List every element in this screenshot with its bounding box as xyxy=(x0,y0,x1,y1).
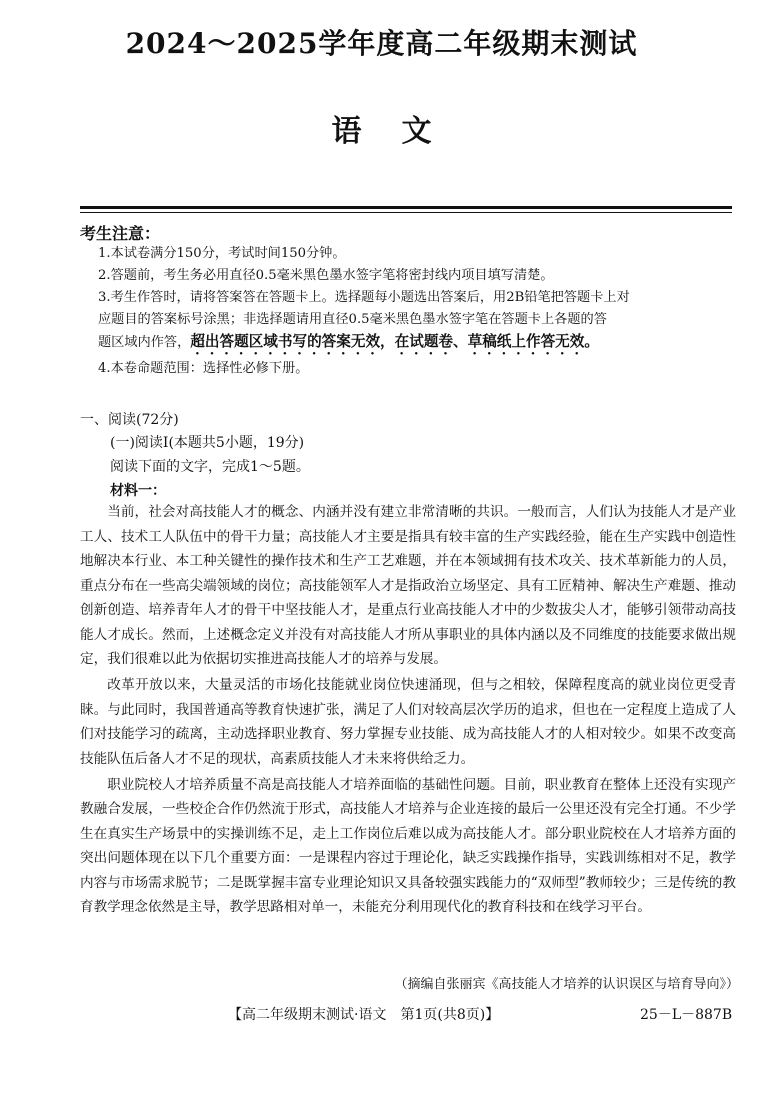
footer-page-info: 【高二年级期末测试·语文 第1页(共8页)】 xyxy=(228,1007,500,1023)
subject-title: 语文 xyxy=(331,114,472,149)
exam-title: 2024～2025学年度高二年级期末测试 xyxy=(125,27,638,60)
notice-item: 2.答题前，考生务必用直径0.5毫米黑色墨水签字笔将密封线内项目填写清楚。 xyxy=(98,268,554,283)
notice-item-continued xyxy=(98,331,738,358)
notice-emphasis: 超出答题区域书写的答案无效，在试题卷、草稿纸上作答无效。 xyxy=(190,333,599,350)
reading-passage xyxy=(80,500,736,921)
section-heading: 一、阅读(72分) xyxy=(80,412,179,428)
paragraph: 改革开放以来，大量灵活的市场化技能就业岗位快速涌现，但与之相较，保障程度高的就业岗位更受青睐。与此同时，我国普通高等教育快速扩张，满足了人们对较高层次学历的追求，但也在一定程度上造成了人们对技能学习的疏离，主动选择职业教育、努力掌握专业技能、成为高技能人才的人相对较少。如果不改变高技能队伍后备人才不足的现状，高素质技能人才未来将供给乏力。 xyxy=(80,677,736,767)
notice-item: 4.本卷命题范围：选择性必修下册。 xyxy=(98,361,309,376)
notice-heading: 考生注意： xyxy=(80,224,161,243)
paragraph: 当前，社会对高技能人才的概念、内涵并没有建立非常清晰的共识。一般而言，人们认为技能人才是产业工人、技术工人队伍中的骨干力量；高技能人才主要是指具有较丰富的生产实践经验，能在生产实践中创造性地解决本行业、本工种关键性的操作技术和生产工艺难题，并在本领域拥有技术攻关、技术革新能力的人员，重点分布在一些高尖端领域的岗位；高技能领军人才是指政治立场坚定、具有工匠精神、解决生产难题、推动创新创造、培养青年人才的骨干中坚技能人才，是重点行业高技能人才中的少数拔尖人才，能够引领带动高技能人才成长。然而，上述概念定义并没有对高技能人才所从事职业的具体内涵以及不同维度的技能要求做出规定，我们很难以此为依据切实推进高技能人才的培养与发展。 xyxy=(80,504,736,667)
divider-thin xyxy=(80,212,732,213)
paragraph: 职业院校人才培养质量不高是高技能人才培养面临的基础性问题。目前，职业教育在整体上还没有实现产教融合发展，一些校企合作仍然流于形式，高技能人才培养与企业连接的最后一公里还没有完全打通。不少学生在真实生产场景中的实操训练不足，走上工作岗位后难以成为高技能人才。部分职业院校在人才培养方面的突出问题体现在以下几个重要方面：一是课程内容过于理论化，缺乏实践操作指导，实践训练相对不足，教学内容与市场需求脱节；二是既掌握丰富专业理论知识又具备较强实践能力的“双师型”教师较少；三是传统的教育教学理念依然是主导，教学思路相对单一，未能充分利用现代化的教育科技和在线学习平台。 xyxy=(80,776,736,915)
notice-text: 题区域内作答， xyxy=(98,335,191,350)
notice-item: 3.考生作答时，请将答案答在答题卡上。选择题每小题选出答案后，用2B铅笔把答题卡上对 xyxy=(98,290,630,305)
material-label: 材料一： xyxy=(110,483,166,499)
notice-item-continued: 应题目的答案标号涂黑；非选择题请用直径0.5毫米黑色墨水签字笔在答题卡上各题的答 xyxy=(98,312,607,327)
instruction-text: 阅读下面的文字，完成1～5题。 xyxy=(110,459,310,475)
source-citation: （摘编自张丽宾《高技能人才培养的认识误区与培育导向》） xyxy=(394,977,739,992)
footer-code: 25－L－887B xyxy=(640,1007,733,1023)
notice-item: 1.本试卷满分150分，考试时间150分钟。 xyxy=(98,246,346,261)
notice-list xyxy=(98,243,738,380)
subsection-heading: (一)阅读Ⅰ(本题共5小题，19分) xyxy=(110,435,305,451)
divider-thick xyxy=(80,206,732,209)
